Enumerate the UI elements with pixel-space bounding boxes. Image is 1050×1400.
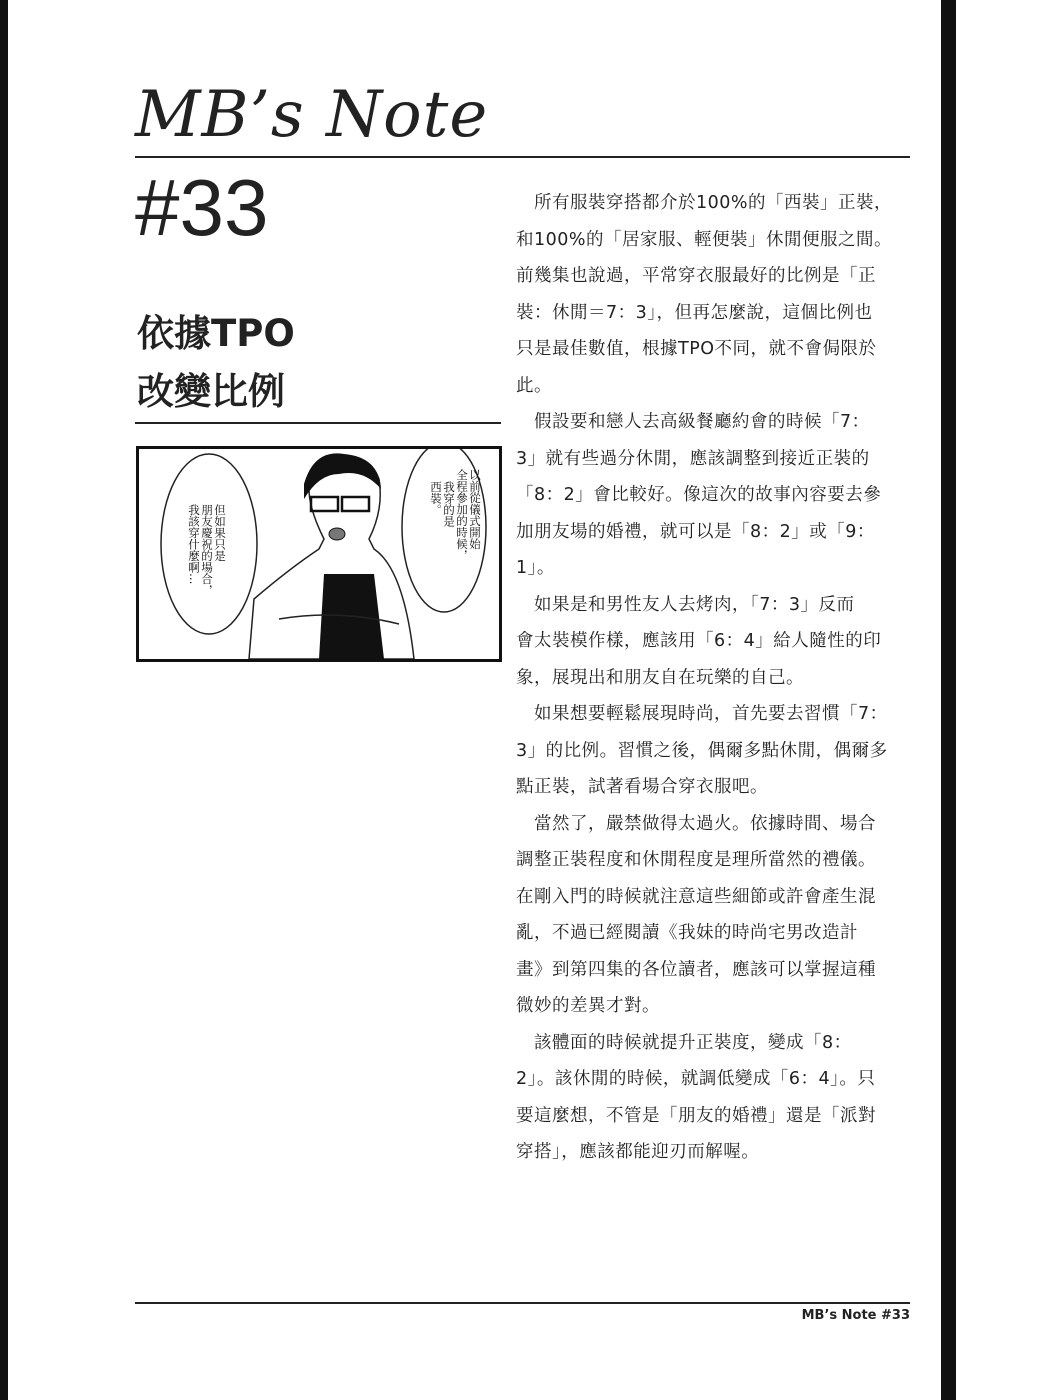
heading-line: 依據TPO [137, 312, 295, 355]
series-title: MB’s Note [135, 78, 489, 152]
body-line: 點正裝，試著看場合穿衣服吧。 [516, 777, 768, 797]
bubble-line: 朋友慶祝的場合， [200, 504, 214, 596]
body-line: 所有服裝穿搭都介於100%的「西裝」正裝， [516, 193, 893, 213]
body-line: 調整正裝程度和休閒程度是理所當然的禮儀。 [516, 850, 876, 870]
body-line: 「8：2」會比較好。像這次的故事內容要去參 [516, 485, 882, 505]
body-line: 象，展現出和朋友自在玩樂的自己。 [516, 667, 804, 688]
page-edge-left [0, 0, 8, 1400]
speech-bubble-right [429, 469, 481, 561]
page-edge-right [941, 0, 956, 1400]
section-heading [137, 305, 295, 421]
note-number: #33 [135, 163, 269, 252]
body-line: 裝：休閒＝7：3」，但再怎麼說，這個比例也 [516, 302, 873, 323]
body-line: 假設要和戀人去高級餐廳約會的時候「7： [516, 412, 870, 432]
speech-bubble-left [187, 504, 226, 596]
manga-panel [136, 446, 502, 662]
body-line: 穿搭」，應該都能迎刃而解喔。 [516, 1142, 760, 1162]
body-line: 會太裝模作樣，應該用「6：4」給人隨性的印 [516, 631, 882, 651]
body-line: 畫》到第四集的各位讀者，應該可以掌握這種 [516, 959, 876, 980]
body-line: 和100%的「居家服、輕便裝」休閒便服之間。 [516, 229, 893, 250]
body-line: 2」。該休閒的時候，就調低變成「6：4」。只 [516, 1069, 876, 1089]
divider [135, 1302, 910, 1304]
body-line: 要這麼想，不管是「朋友的婚禮」還是「派對 [516, 1105, 876, 1126]
heading-line: 改變比例 [137, 370, 285, 413]
body-line: 亂，不過已經閱讀《我妹的時尚宅男改造計 [516, 923, 858, 943]
bubble-line: 以前從儀式開始 [468, 469, 482, 550]
bubble-line: 但如果只是 [213, 504, 227, 562]
body-line: 在剛入門的時候就注意這些細節或許會產生混 [516, 886, 876, 907]
body-text [516, 185, 916, 1171]
body-line: 1」。 [516, 558, 555, 578]
running-footer: MB’s Note #33 [801, 1308, 910, 1323]
body-line: 3」就有些過分休閒，應該調整到接近正裝的 [516, 448, 870, 469]
bubble-line: 我該穿什麼啊… [187, 504, 201, 585]
body-line: 加朋友場的婚禮，就可以是「8：2」或「9： [516, 521, 875, 542]
divider [135, 422, 501, 424]
body-line: 當然了，嚴禁做得太過火。依據時間、場合 [516, 813, 876, 834]
body-line: 3」的比例。習慣之後，偶爾多點休閒，偶爾多 [516, 740, 888, 761]
body-line: 如果想要輕鬆展現時尚，首先要去習慣「7： [516, 704, 888, 724]
divider [135, 156, 910, 158]
bubble-line: 全程參加的時候， [455, 469, 469, 561]
body-line: 只是最佳數值，根據TPO不同，就不會侷限於 [516, 339, 877, 359]
body-line: 此。 [516, 375, 552, 396]
body-line: 如果是和男性友人去烤肉，「7：3」反而 [516, 594, 855, 615]
body-line: 前幾集也說過，平常穿衣服最好的比例是「正 [516, 266, 876, 286]
bubble-line: 西裝。 [429, 481, 443, 516]
body-line: 微妙的差異才對。 [516, 996, 660, 1016]
body-line: 該體面的時候就提升正裝度，變成「8： [516, 1032, 852, 1053]
bubble-line: 我穿的是 [442, 481, 456, 527]
